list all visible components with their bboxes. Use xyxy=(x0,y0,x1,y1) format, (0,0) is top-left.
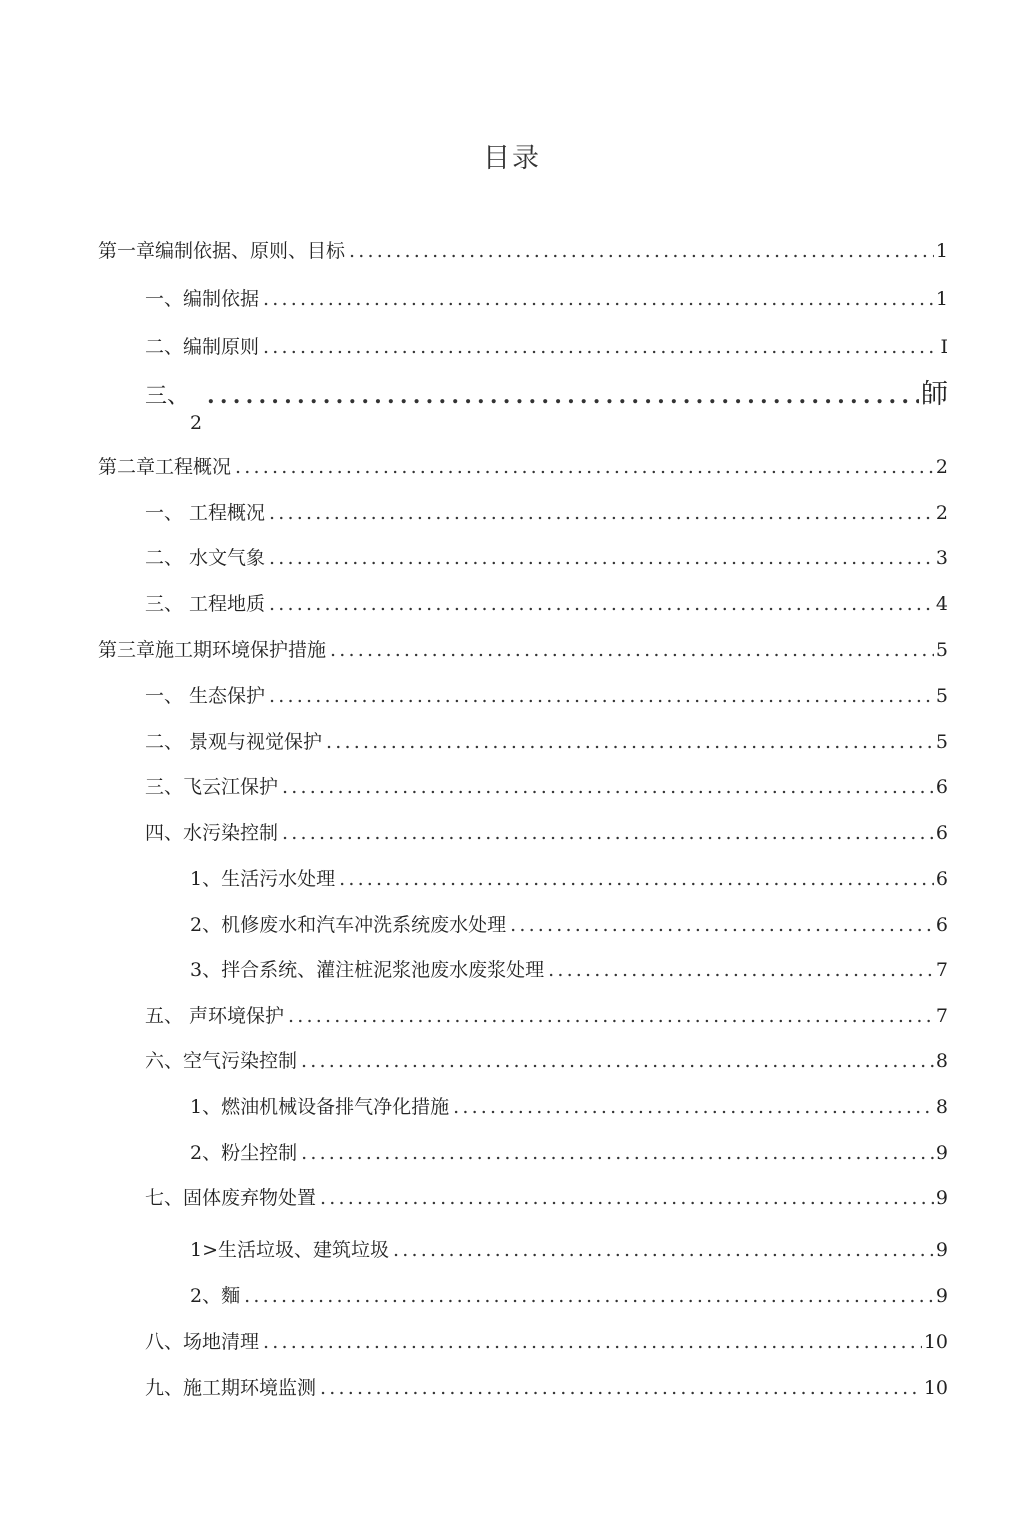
dot-leader xyxy=(269,593,934,615)
dot-leader xyxy=(269,547,934,569)
dot-leader xyxy=(326,731,934,753)
toc-entry-3-4-1[interactable] xyxy=(190,864,948,894)
toc-entry-page: 7 xyxy=(935,1005,948,1027)
toc-entry-page: 1 xyxy=(935,240,948,262)
toc-entry-label: 二、 水文气象 xyxy=(145,547,266,569)
toc-entry-label: 二、 景观与视觉保护 xyxy=(145,731,323,753)
toc-entry-label: 2、机修废水和汽车冲洗系统废水处理 xyxy=(190,914,507,936)
toc-entry-1-3[interactable] xyxy=(145,372,948,410)
toc-entry-label: 一、编制依据 xyxy=(145,288,260,310)
toc-entry-2-3[interactable] xyxy=(145,589,948,619)
toc-entry-3-7-1[interactable] xyxy=(190,1235,948,1265)
dot-leader xyxy=(269,502,934,524)
toc-entry-page: 7 xyxy=(935,959,948,981)
dot-leader xyxy=(263,288,934,310)
dot-leader xyxy=(263,1331,922,1353)
dot-leader xyxy=(263,336,938,358)
toc-entry-page: 8 xyxy=(935,1050,948,1072)
dot-leader xyxy=(207,383,919,409)
toc-entry-page: 6 xyxy=(935,776,948,798)
toc-entry-label: 二、编制原则 xyxy=(145,336,260,358)
toc-entry-2-2[interactable] xyxy=(145,543,948,573)
toc-entry-label: 第三章施工期环境保护措施 xyxy=(98,639,327,661)
toc-entry-label: 第一章编制依据、原则、目标 xyxy=(98,240,346,262)
toc-entry-page: 師 xyxy=(921,379,948,410)
dot-leader xyxy=(301,1142,934,1164)
toc-entry-label: 三、飞云江保护 xyxy=(145,776,279,798)
dot-leader xyxy=(320,1377,922,1399)
toc-entry-page: 9 xyxy=(935,1142,948,1164)
toc-entry-page: 9 xyxy=(935,1187,948,1209)
toc-entry-3-6-2[interactable] xyxy=(190,1138,948,1168)
toc-entry-label: 3、拌合系统、灌注桩泥浆池废水废浆处理 xyxy=(190,959,545,981)
toc-entry-3-4-3[interactable] xyxy=(190,955,948,985)
toc-entry-label: 九、施工期环境监测 xyxy=(145,1377,317,1399)
dot-leader xyxy=(282,822,934,844)
toc-entry-label: 三、 工程地质 xyxy=(145,593,266,615)
toc-entry-label: 1、生活污水处理 xyxy=(190,868,336,890)
dot-leader xyxy=(282,776,934,798)
toc-entry-1-1[interactable] xyxy=(145,284,948,314)
toc-title: 目录 xyxy=(483,143,541,174)
toc-entry-page: 8 xyxy=(935,1096,948,1118)
toc-entry-page: 10 xyxy=(923,1377,948,1399)
toc-entry-page: 6 xyxy=(935,822,948,844)
toc-entry-page: 9 xyxy=(935,1285,948,1307)
toc-entry-chapter-3[interactable] xyxy=(98,635,948,665)
dot-leader xyxy=(330,639,934,661)
toc-entry-page: 5 xyxy=(935,685,948,707)
toc-entry-label: 五、 声环境保护 xyxy=(145,1005,285,1027)
toc-entry-page: 2 xyxy=(935,502,948,524)
dot-leader xyxy=(339,868,934,890)
dot-leader xyxy=(453,1096,934,1118)
toc-entry-page: 5 xyxy=(935,731,948,753)
dot-leader xyxy=(301,1050,934,1072)
toc-entry-label: 三、 xyxy=(145,384,190,409)
toc-entry-page: 1 xyxy=(935,288,948,310)
toc-entry-label: 1>生活垃圾、建筑垃圾 xyxy=(190,1239,390,1261)
toc-entry-3-3[interactable] xyxy=(145,772,948,802)
toc-entry-label: 一、 生态保护 xyxy=(145,685,266,707)
toc-entry-page: 10 xyxy=(923,1331,948,1353)
toc-entry-3-1[interactable] xyxy=(145,681,948,711)
dot-leader xyxy=(320,1187,934,1209)
toc-entry-page: 2 xyxy=(935,456,948,478)
toc-entry-page: 6 xyxy=(935,868,948,890)
toc-entry-3-8[interactable] xyxy=(145,1327,948,1357)
toc-entry-label: 一、 工程概况 xyxy=(145,502,266,524)
toc-entry-page: 9 xyxy=(935,1239,948,1261)
dot-leader xyxy=(548,959,934,981)
toc-entry-chapter-1[interactable] xyxy=(98,236,948,266)
toc-entry-label: 七、固体废弃物处置 xyxy=(145,1187,317,1209)
toc-entry-3-4-2[interactable] xyxy=(190,910,948,940)
toc-entry-page: 4 xyxy=(935,593,948,615)
dot-leader xyxy=(510,914,934,936)
toc-entry-2-1[interactable] xyxy=(145,498,948,528)
toc-entry-wrapped-page: 2 xyxy=(190,412,203,434)
toc-entry-3-6-1[interactable] xyxy=(190,1092,948,1122)
toc-entry-3-5[interactable] xyxy=(145,1001,948,1031)
toc-entry-label: 1、燃油机械设备排气净化措施 xyxy=(190,1096,450,1118)
toc-entry-chapter-2[interactable] xyxy=(98,452,948,482)
dot-leader xyxy=(349,240,934,262)
toc-entry-3-7-2[interactable] xyxy=(190,1281,948,1311)
toc-entry-3-7[interactable] xyxy=(145,1183,948,1213)
toc-entry-label: 四、水污染控制 xyxy=(145,822,279,844)
toc-entry-page: I xyxy=(940,336,948,358)
toc-entry-label: 八、场地清理 xyxy=(145,1331,260,1353)
toc-entry-page: 6 xyxy=(935,914,948,936)
toc-entry-1-2[interactable] xyxy=(145,332,948,362)
dot-leader xyxy=(288,1005,934,1027)
toc-entry-label: 2、麵 xyxy=(190,1285,241,1307)
dot-leader xyxy=(393,1239,934,1261)
toc-entry-label: 第二章工程概况 xyxy=(98,456,232,478)
toc-entry-page: 3 xyxy=(935,547,948,569)
toc-entry-3-4[interactable] xyxy=(145,818,948,848)
toc-entry-page: 5 xyxy=(935,639,948,661)
toc-entry-3-9[interactable] xyxy=(145,1373,948,1403)
dot-leader xyxy=(235,456,934,478)
dot-leader xyxy=(269,685,934,707)
toc-entry-label: 2、粉尘控制 xyxy=(190,1142,298,1164)
toc-entry-label: 六、空气污染控制 xyxy=(145,1050,298,1072)
dot-leader xyxy=(244,1285,934,1307)
toc-entry-3-2[interactable] xyxy=(145,727,948,757)
toc-entry-3-6[interactable] xyxy=(145,1046,948,1076)
